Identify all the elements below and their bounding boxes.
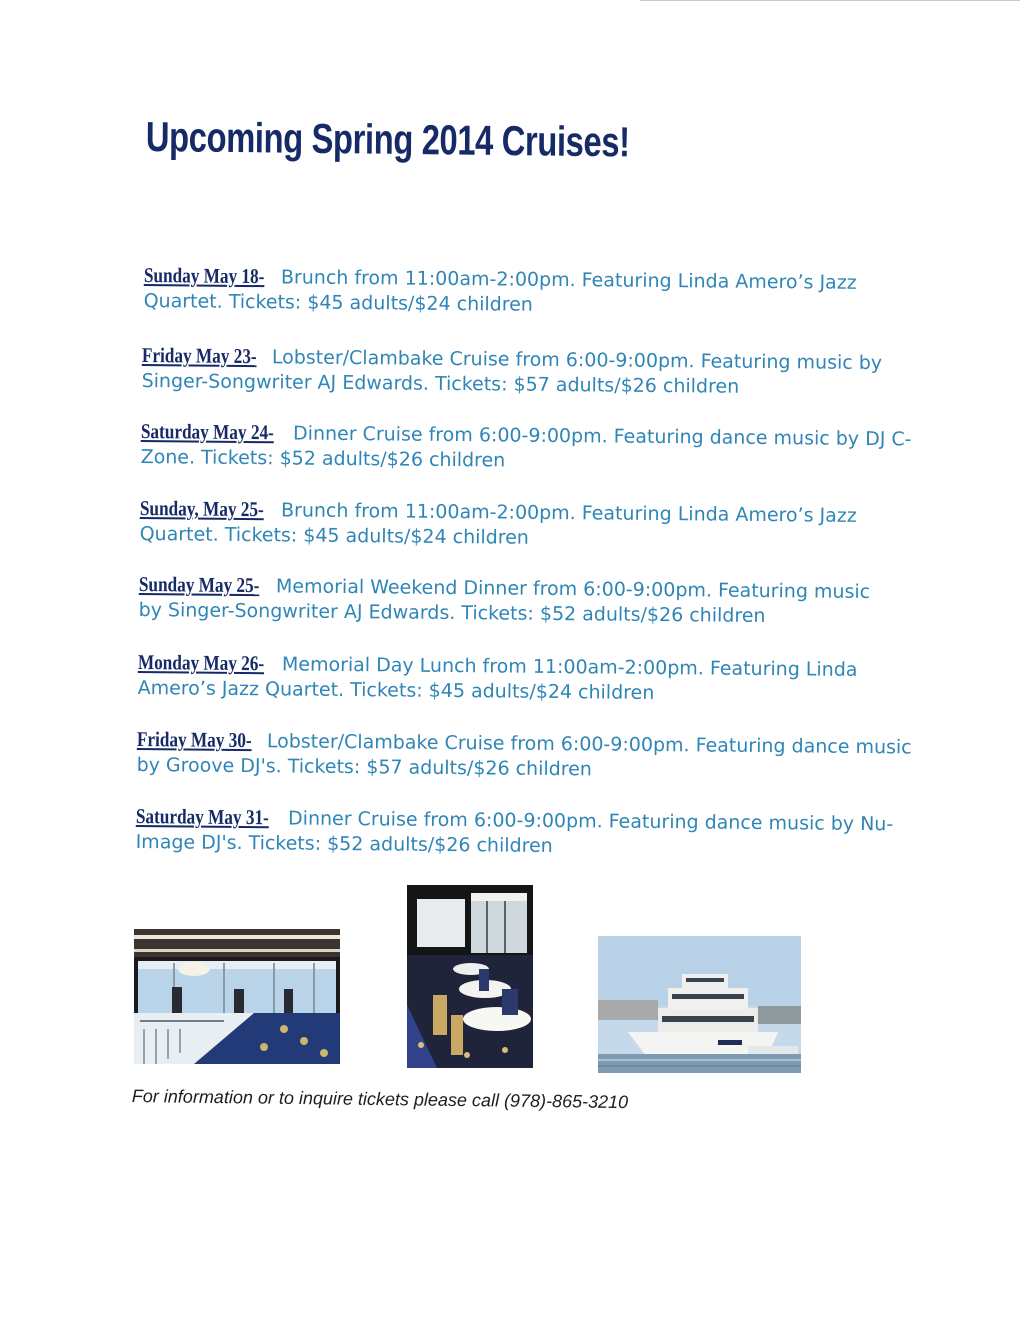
event-date: Sunday May 25- (138, 572, 260, 598)
event-description: Lobster/Clambake Cruise from 6:00-9:00pm. Featuring music by Singer-Songwriter AJ Edwards. Tickets: $57 adults/$26 children (141, 346, 883, 398)
event-description: Lobster/Clambake Cruise from 6:00-9:00pm. Featuring dance music by Groove DJ's. Tickets: $57 adults/$26 children (136, 730, 912, 781)
event-date: Saturday May 31- (135, 804, 269, 830)
photo-yacht (598, 936, 801, 1073)
photo-dining-room (407, 885, 533, 1068)
event-description: Dinner Cruise from 6:00-9:00pm. Featuring dance music by DJ C-Zone. Tickets: $52 adults/$26 children (140, 422, 912, 472)
photo-ballroom-interior (134, 929, 340, 1064)
cruise-event (142, 343, 922, 401)
cruise-event (137, 727, 912, 785)
cruise-event (140, 496, 920, 554)
cruise-event (144, 263, 914, 321)
page-title: Upcoming Spring 2014 Cruises! (145, 112, 630, 166)
event-date: Sunday, May 25- (139, 496, 264, 522)
cruise-event (141, 419, 921, 477)
event-description: Brunch from 11:00am-2:00pm. Featuring Linda Amero’s Jazz Quartet. Tickets: $45 adults/$24 children (139, 499, 857, 549)
event-date: Sunday May 18- (143, 263, 265, 289)
cruise-event (139, 572, 884, 630)
event-date: Friday May 30- (136, 727, 252, 753)
event-description: Dinner Cruise from 6:00-9:00pm. Featuring dance music by Nu-Image DJ's. Tickets: $52 adults/$26 children (135, 807, 894, 858)
cruise-event (138, 650, 913, 708)
event-date: Saturday May 24- (140, 419, 274, 445)
event-description: Memorial Day Lunch from 11:00am-2:00pm. Featuring Linda Amero’s Jazz Quartet. Tickets: $45 adults/$24 children (137, 653, 858, 704)
event-date: Friday May 23- (141, 343, 257, 369)
event-description: Brunch from 11:00am-2:00pm. Featuring Linda Amero’s Jazz Quartet. Tickets: $45 adults/$24 children (143, 266, 857, 316)
contact-info: For information or to inquire tickets please call (978)-865-3210 (131, 1086, 629, 1113)
cruise-event (136, 804, 901, 862)
event-date: Monday May 26- (137, 650, 265, 676)
event-description: Memorial Weekend Dinner from 6:00-9:00pm. Featuring music by Singer-Songwriter AJ Edwards. Tickets: $52 adults/$26 children (138, 575, 871, 628)
